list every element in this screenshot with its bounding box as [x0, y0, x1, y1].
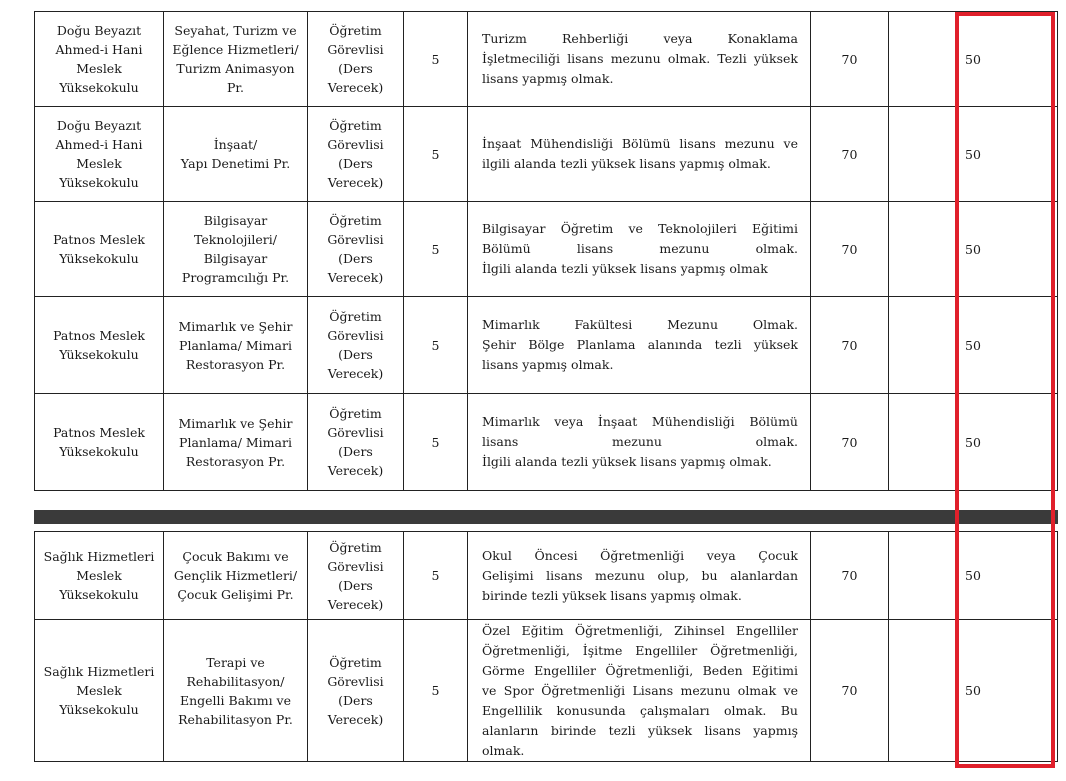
position-cell-line: Görevlisi [327, 425, 384, 440]
requirement-cell-line: Okul Öncesi Öğretmenliği veya Çocuk [482, 547, 798, 563]
requirement-cell [468, 12, 811, 107]
score-b-cell: 50 [889, 297, 1058, 394]
position-cell-line: (Ders [338, 251, 373, 266]
count-cell: 5 [404, 532, 468, 620]
school-cell-line: Meslek [76, 156, 122, 171]
score-b-cell: 50 [889, 394, 1058, 491]
program-cell [164, 620, 308, 762]
position-cell-line: Görevlisi [327, 232, 384, 247]
program-cell-line: Rehabilitasyon Pr. [178, 711, 293, 727]
program-cell-line: Pr. [227, 80, 244, 95]
school-cell [35, 297, 164, 394]
program-cell-line: Programcılığı Pr. [181, 270, 290, 285]
score-a-cell: 70 [811, 202, 889, 297]
program-cell [164, 107, 308, 202]
program-cell-line: Restorasyon Pr. [185, 356, 286, 372]
school-cell-line: Sağlık Hizmetleri [43, 549, 155, 564]
program-cell-line: Yapı Denetimi Pr. [180, 156, 291, 171]
table-row [35, 394, 1058, 491]
position-cell-line: (Ders [338, 577, 373, 593]
requirement-cell-line: Engellilik konusunda çalışmaları olmak. Bu [482, 702, 798, 718]
position-cell-line: Verecek) [327, 711, 384, 727]
school-cell-line: Meslek [76, 683, 122, 698]
school-cell-line: Ahmed-i Hani [55, 137, 143, 152]
position-cell-line: Verecek) [327, 366, 384, 381]
position-cell-line: Verecek) [327, 175, 384, 190]
school-cell [35, 107, 164, 202]
requirement-cell [468, 202, 811, 297]
school-cell [35, 620, 164, 762]
program-cell-line: Planlama/ Mimari [179, 434, 292, 450]
section-divider [34, 510, 1058, 524]
position-cell-line: (Ders [338, 347, 373, 362]
position-cell [308, 297, 404, 394]
position-cell [308, 202, 404, 297]
requirement-cell-line: Mimarlık Fakültesi Mezunu Olmak. [482, 317, 798, 332]
program-cell-line: Terapi ve [206, 654, 265, 670]
school-cell-line: Yüksekokulu [59, 587, 139, 602]
school-cell-line: Yüksekokulu [59, 347, 139, 362]
school-cell [35, 12, 164, 107]
requirement-cell-line: İlgili alanda tezli yüksek lisans yapmış olmak [482, 261, 768, 276]
position-cell-line: Öğretim [329, 539, 382, 555]
position-cell-line: Görevlisi [327, 137, 384, 152]
positions-table-top [34, 11, 1058, 491]
position-cell-line: Verecek) [327, 596, 384, 612]
requirement-cell-line: olmak. [482, 742, 525, 758]
count-cell: 5 [404, 12, 468, 107]
position-cell-line: (Ders [338, 444, 373, 459]
requirement-cell-line: İşletmeciliği lisans mezunu olmak. Tezli yüksek [482, 51, 798, 66]
position-cell-line: Görevlisi [327, 328, 384, 343]
program-cell [164, 297, 308, 394]
requirement-cell-line: birinde tezli yüksek lisans yapmış olmak. [482, 587, 742, 603]
position-cell-line: Öğretim [329, 406, 382, 421]
score-b-cell: 50 [889, 107, 1058, 202]
requirement-cell-line: Özel Eğitim Öğretmenliği, Zihinsel Engelliler [482, 622, 798, 638]
position-cell-line: Verecek) [327, 463, 384, 478]
program-cell-line: Bilgisayar [203, 251, 268, 266]
school-cell-line: Patnos Meslek [53, 425, 145, 440]
program-cell-line: Eğlence Hizmetleri/ [172, 42, 299, 57]
position-cell-line: Verecek) [327, 270, 384, 285]
program-cell-line: Çocuk Bakımı ve [182, 549, 289, 564]
table-row [35, 12, 1058, 107]
program-cell-line: Mimarlık ve Şehir [178, 415, 293, 431]
requirement-cell [468, 107, 811, 202]
requirement-cell-line: Bölümü lisans mezunu olmak. [482, 241, 798, 256]
table-row [35, 107, 1058, 202]
score-a-cell: 70 [811, 107, 889, 202]
position-cell-line: Öğretim [329, 23, 382, 38]
score-a-cell: 70 [811, 532, 889, 620]
requirement-cell-line: Bilgisayar Öğretim ve Teknolojileri Eğitimi [482, 221, 798, 236]
requirement-cell-line: ve Spor Öğretmenliği Lisans mezunu olmak ve [482, 682, 798, 698]
position-cell-line: Görevlisi [327, 673, 384, 689]
position-cell-line: (Ders [338, 156, 373, 171]
requirement-cell-line: alanların birinde tezli yüksek lisans yapmış [482, 722, 798, 738]
position-cell [308, 620, 404, 762]
school-cell-line: Patnos Meslek [53, 328, 145, 343]
requirement-cell-line: Görme Engelliler Öğretmenliği, Beden Eğitimi [482, 662, 798, 678]
count-cell: 5 [404, 107, 468, 202]
position-cell-line: (Ders [338, 61, 373, 76]
program-cell [164, 12, 308, 107]
requirement-cell [468, 532, 811, 620]
school-cell [35, 394, 164, 491]
school-cell [35, 532, 164, 620]
positions-table-bottom [34, 531, 1058, 762]
score-a-cell: 70 [811, 394, 889, 491]
program-cell-line: Bilgisayar [203, 213, 268, 228]
requirement-cell-line: lisans yapmış olmak. [482, 357, 614, 372]
school-cell-line: Doğu Beyazıt [56, 118, 142, 133]
requirement-cell-line: lisans yapmış olmak. [482, 71, 614, 86]
program-cell-line: Seyahat, Turizm ve [174, 23, 297, 38]
program-cell [164, 202, 308, 297]
program-cell-line: Engelli Bakımı ve [179, 692, 292, 708]
position-cell-line: (Ders [338, 692, 373, 708]
score-b-cell: 50 [889, 532, 1058, 620]
count-cell: 5 [404, 202, 468, 297]
position-cell-line: Öğretim [329, 118, 382, 133]
requirement-cell-line: İnşaat Mühendisliği Bölümü lisans mezunu ve [482, 136, 798, 151]
program-cell [164, 532, 308, 620]
table-row [35, 297, 1058, 394]
table-row [35, 202, 1058, 297]
school-cell-line: Yüksekokulu [59, 80, 139, 95]
program-cell-line: Teknolojileri/ [194, 232, 277, 247]
position-cell-line: Öğretim [329, 654, 382, 670]
requirement-cell [468, 394, 811, 491]
table-row [35, 532, 1058, 620]
requirement-cell-line: Mimarlık veya İnşaat Mühendisliği Bölümü [482, 414, 798, 429]
program-cell-line: Rehabilitasyon/ [186, 673, 285, 689]
program-cell-line: Mimarlık ve Şehir [178, 318, 293, 334]
school-cell-line: Doğu Beyazıt [56, 23, 142, 38]
position-cell-line: Verecek) [327, 80, 384, 95]
count-cell: 5 [404, 297, 468, 394]
requirement-cell [468, 297, 811, 394]
school-cell-line: Yüksekokulu [59, 175, 139, 190]
school-cell-line: Meslek [76, 61, 122, 76]
score-b-cell: 50 [889, 620, 1058, 762]
school-cell-line: Meslek [76, 568, 122, 583]
requirement-cell-line: Turizm Rehberliği veya Konaklama [482, 31, 798, 46]
score-a-cell: 70 [811, 620, 889, 762]
school-cell-line: Yüksekokulu [59, 251, 139, 266]
program-cell-line: Çocuk Gelişimi Pr. [177, 587, 294, 602]
position-cell-line: Öğretim [329, 309, 382, 324]
score-b-cell: 50 [889, 202, 1058, 297]
position-cell [308, 107, 404, 202]
requirement-cell-line: Şehir Bölge Planlama alanında tezli yüksek [482, 337, 798, 352]
score-b-cell: 50 [889, 12, 1058, 107]
table-row [35, 620, 1058, 762]
requirement-cell-line: Gelişimi lisans mezunu olup, bu alanlardan [482, 567, 798, 583]
requirement-cell-line: lisans mezunu olmak. [482, 434, 798, 449]
school-cell-line: Sağlık Hizmetleri [43, 664, 155, 679]
position-cell [308, 12, 404, 107]
score-a-cell: 70 [811, 12, 889, 107]
program-cell-line: Planlama/ Mimari [179, 337, 292, 353]
program-cell-line: Restorasyon Pr. [185, 453, 286, 469]
position-cell-line: Öğretim [329, 213, 382, 228]
school-cell [35, 202, 164, 297]
program-cell-line: İnşaat/ [213, 137, 258, 152]
position-cell-line: Görevlisi [327, 558, 384, 574]
requirement-cell-line: İlgili alanda tezli yüksek lisans yapmış olmak. [482, 454, 772, 469]
program-cell-line: Turizm Animasyon [176, 61, 295, 76]
count-cell: 5 [404, 620, 468, 762]
count-cell: 5 [404, 394, 468, 491]
position-cell-line: Görevlisi [327, 42, 384, 57]
school-cell-line: Yüksekokulu [59, 444, 139, 459]
program-cell-line: Gençlik Hizmetleri/ [173, 568, 298, 583]
requirement-cell-line: Öğretmenliği, İşitme Engelliler Öğretmenliği, [482, 642, 798, 658]
school-cell-line: Yüksekokulu [59, 702, 139, 717]
position-cell [308, 394, 404, 491]
school-cell-line: Patnos Meslek [53, 232, 145, 247]
score-a-cell: 70 [811, 297, 889, 394]
program-cell [164, 394, 308, 491]
position-cell [308, 532, 404, 620]
requirement-cell [468, 620, 811, 762]
requirement-cell-line: ilgili alanda tezli yüksek lisans yapmış olmak. [482, 156, 771, 171]
school-cell-line: Ahmed-i Hani [55, 42, 143, 57]
